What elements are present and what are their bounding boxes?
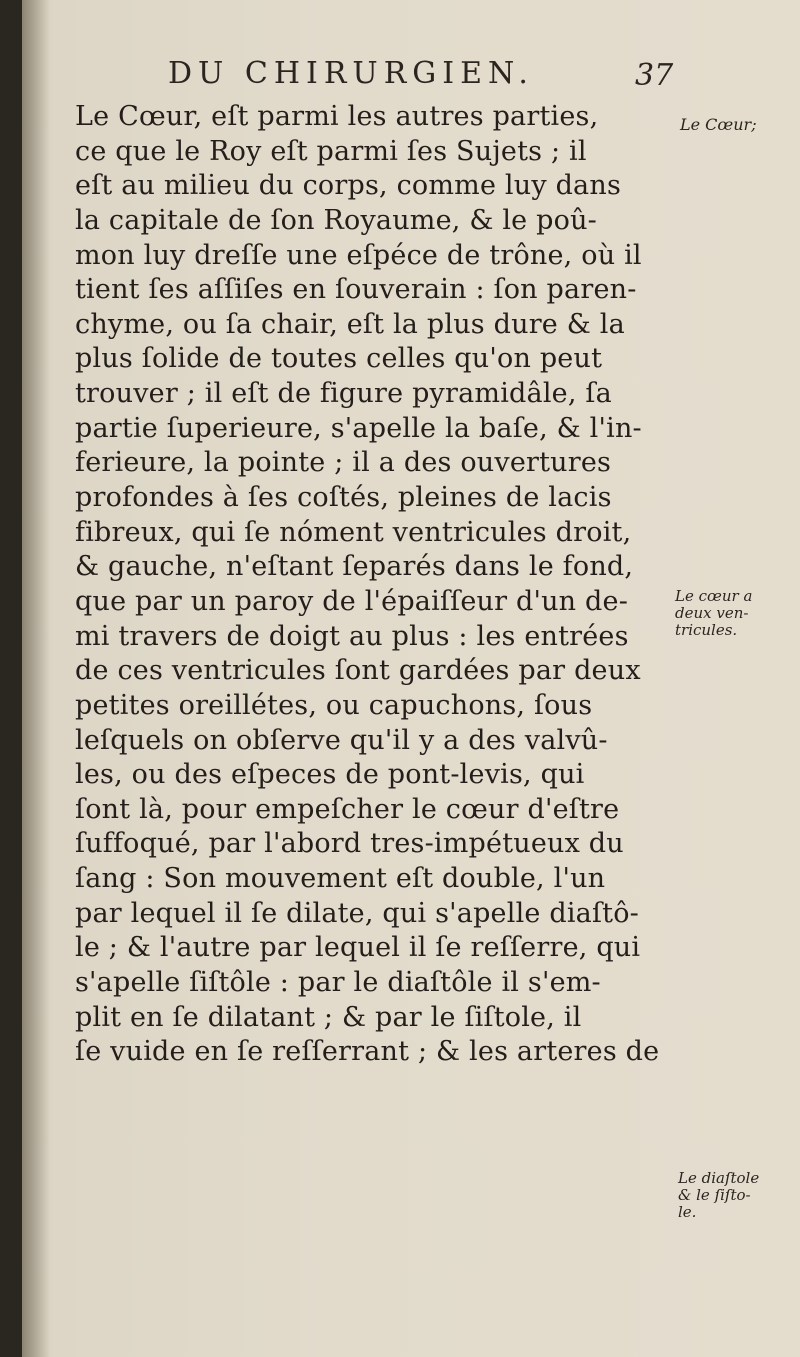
text-line: trouver ; il eſt de figure pyramidâle, ſa: [75, 378, 612, 410]
text-line: ce que le Roy eſt parmi ſes Sujets ; il: [75, 135, 587, 167]
margin-note-line: tricules.: [675, 621, 738, 639]
text-line: eſt au milieu du corps, comme luy dans: [75, 170, 622, 202]
text-line: petites oreillétes, ou capuchons, ſous: [75, 689, 593, 721]
gutter-shadow: [22, 0, 50, 1357]
margin-note-ventricules: [675, 588, 752, 639]
text-line: ſe vuide en ſe reſſerrant ; & les arteres de: [75, 1036, 660, 1068]
page-number: 37: [635, 58, 674, 93]
text-line: leſquels on obſerve qu'il y a des valvû-: [75, 724, 608, 756]
text-line: de ces ventricules ſont gardées par deux: [75, 655, 641, 687]
text-line: chyme, ou ſa chair, eſt la plus dure & la: [75, 308, 625, 340]
text-line: par lequel il ſe dilate, qui s'apelle diaſtô-: [75, 897, 640, 929]
margin-note-coeur: [680, 116, 757, 133]
text-line: tient ſes aſſiſes en ſouverain : ſon paren-: [75, 274, 637, 306]
text-line: partie ſuperieure, s'apelle la baſe, & l'in-: [75, 412, 642, 444]
running-head-title: DU CHIRURGIEN.: [168, 56, 534, 91]
text-line: plit en ſe dilatant ; & par le ſiſtole, il: [75, 1001, 582, 1033]
text-line: que par un paroy de l'épaiſſeur d'un de-: [75, 585, 629, 617]
margin-note-diastole: [678, 1170, 759, 1221]
margin-note-line: Le cœur a: [675, 587, 753, 605]
text-line: mon luy dreſſe une eſpéce de trône, où il: [75, 239, 642, 271]
body-text: [75, 100, 695, 1070]
text-line: ſont là, pour empeſcher le cœur d'eſtre: [75, 793, 620, 825]
text-line: Le Cœur, eſt parmi les autres parties,: [75, 101, 599, 132]
text-line: les, ou des eſpeces de pont-levis, qui: [75, 759, 585, 791]
text-line: fibreux, qui ſe nóment ventricules droit,: [75, 516, 632, 548]
text-line: & gauche, n'eſtant ſeparés dans le fond,: [75, 551, 634, 583]
margin-note-line: Le diaſtole: [678, 1169, 760, 1187]
margin-note-line: & le ſiſto-: [678, 1186, 751, 1204]
text-line: le ; & l'autre par lequel il ſe reſſerre, qui: [75, 932, 641, 964]
text-line: ferieure, la pointe ; il a des ouvertures: [75, 447, 612, 479]
text-line: ſuffoqué, par l'abord tres-impétueux du: [75, 828, 624, 860]
margin-note-line: deux ven-: [675, 604, 749, 622]
text-line: ſang : Son mouvement eſt double, l'un: [75, 863, 606, 895]
text-line: la capitale de ſon Royaume, & le poû-: [75, 204, 597, 236]
text-line: s'apelle ſiſtôle : par le diaſtôle il s'em-: [75, 967, 601, 999]
text-line: mi travers de doigt au plus : les entrées: [75, 620, 629, 652]
margin-note-line: le.: [678, 1203, 697, 1221]
book-page: [22, 0, 800, 1357]
text-line: profondes à ſes coſtés, pleines de lacis: [75, 482, 612, 514]
text-line: plus ſolide de toutes celles qu'on peut: [75, 343, 603, 375]
margin-note-line: Le Cœur;: [680, 115, 757, 134]
running-head: [80, 52, 700, 102]
